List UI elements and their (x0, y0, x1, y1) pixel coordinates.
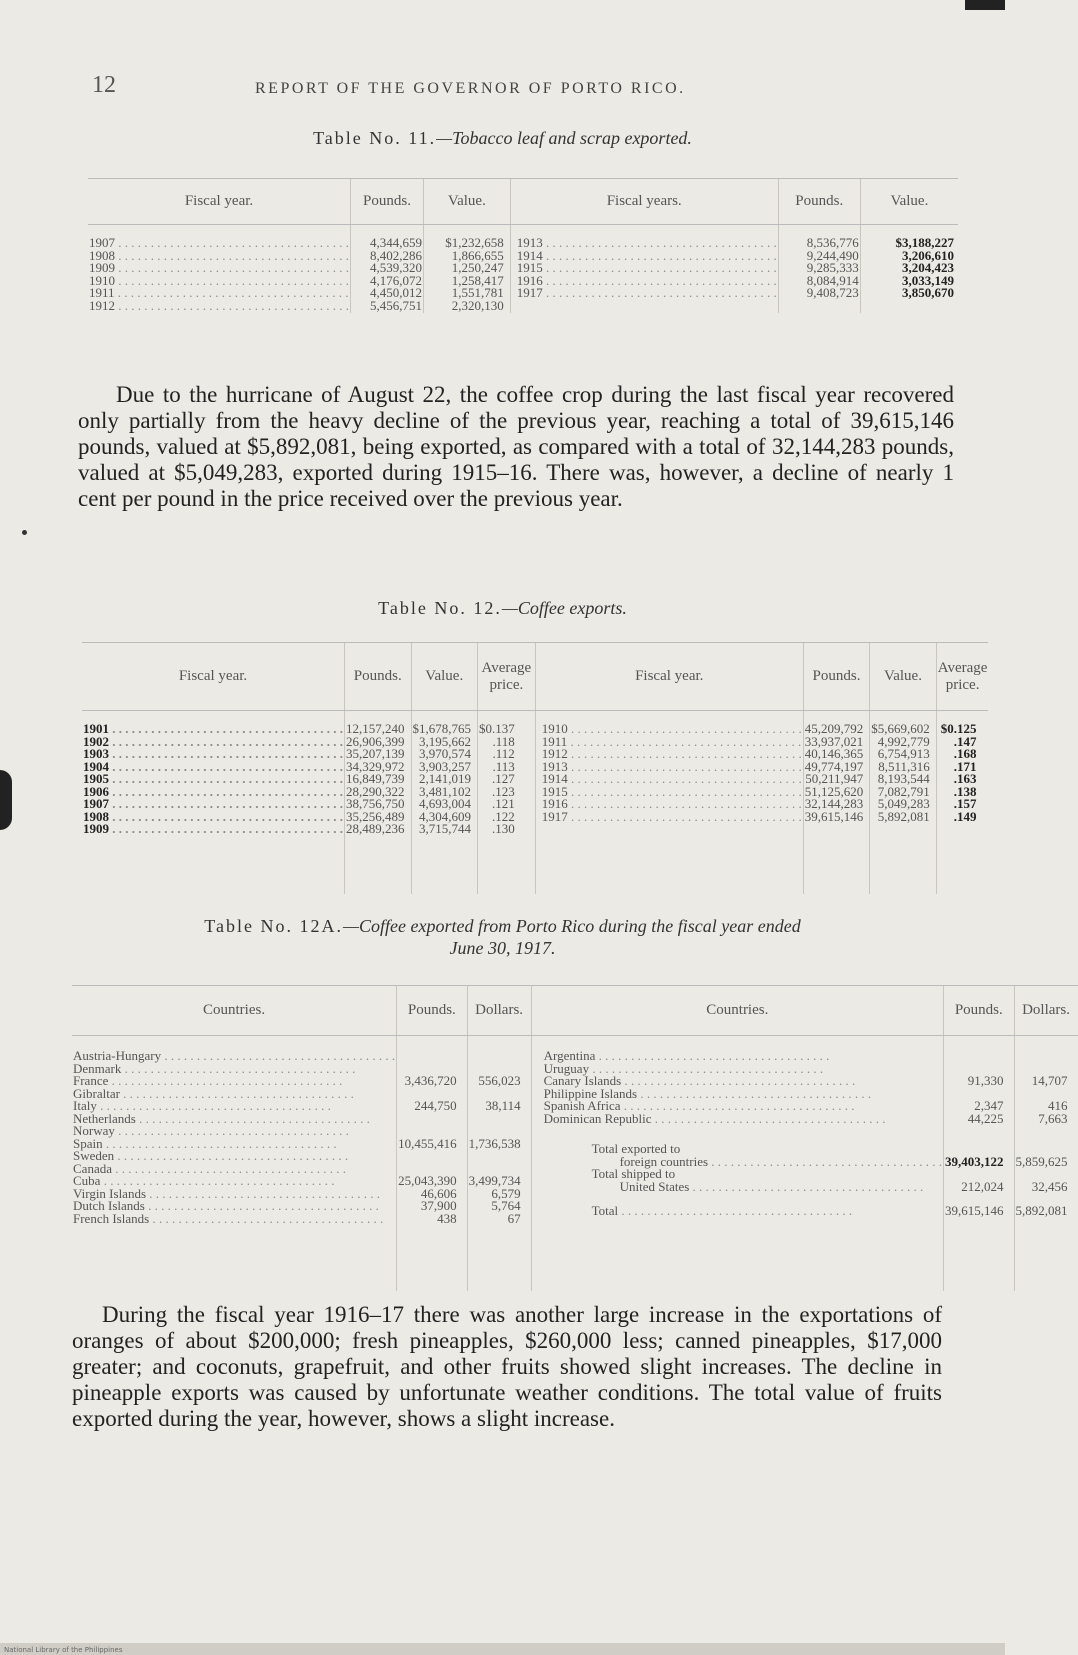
table12-header: Pounds. (345, 643, 412, 711)
table12-cell: 4,992,779 (877, 733, 930, 749)
table12-price-right (936, 711, 988, 895)
table11-cell: 4,176,072 (370, 272, 423, 288)
table12-cell: 49,774,197 (804, 758, 864, 774)
table12-cell: 35,256,489 (346, 808, 405, 824)
table11-pounds-left (351, 225, 424, 314)
table12-cell: .138 (953, 783, 977, 799)
table11-cell: $1,232,658 (445, 235, 504, 250)
table11-year: 1912 . . . (89, 300, 349, 313)
table12a-header: Dollars. (1014, 986, 1078, 1036)
table12-cell: .118 (492, 733, 515, 749)
table12-cell: .127 (492, 771, 515, 786)
table12-year: 1902 . . . (83, 736, 343, 749)
table11-cell: 9,285,333 (806, 260, 859, 275)
table12a-country: Cuba . . . (73, 1175, 395, 1188)
table12-cell: 32,144,283 (804, 796, 864, 811)
table12-year: 1906 . . . (83, 786, 343, 799)
table12a-pounds-left (397, 1036, 468, 1292)
table11-year: 1908 . . . (89, 250, 349, 263)
table12-cell: .168 (953, 746, 977, 761)
table12a-cell: 14,707 (1031, 1073, 1068, 1088)
table12-years-right (535, 711, 803, 895)
table11-header: Value. (424, 179, 511, 225)
table12-header: Fiscal year. (535, 643, 803, 711)
table12-year: 1908 . . . (83, 811, 343, 824)
table12-year: 1904 . . . (83, 761, 343, 774)
table11-header: Value. (860, 179, 958, 225)
table12-value-right (870, 711, 937, 895)
scan-corner-mark (965, 0, 1005, 10)
table11-year: 1913 . . . (517, 237, 777, 250)
page-number: 12 (92, 72, 116, 98)
table12-cell: 5,892,081 (877, 808, 930, 824)
table12-cell: .147 (953, 733, 977, 749)
table12a-country: Sweden . . . (73, 1150, 395, 1163)
table12a-title-date: June 30, 1917. (449, 938, 556, 958)
table12a-country: Philippine Islands . . . (544, 1088, 942, 1101)
table12-cell: 3,195,662 (419, 733, 471, 749)
table11-year: 1909 . . . (89, 262, 349, 275)
table11-cell: 1,250,247 (451, 260, 504, 275)
table12a-countries-left (72, 1036, 397, 1292)
table12a-total-foreign-dollars: 5,859,625 (1015, 1153, 1068, 1169)
table12-cell: .171 (953, 758, 977, 774)
table12-cell: 4,304,609 (419, 808, 471, 824)
table12-cell: 39,615,146 (804, 808, 864, 824)
table11-cell: 4,539,320 (370, 260, 423, 275)
table12-cell: .113 (492, 758, 515, 774)
table12 (82, 642, 988, 894)
table12a-cell: 25,043,390 (398, 1173, 457, 1188)
table12-cell: .157 (953, 796, 977, 811)
scan-footer-strip (0, 1643, 1005, 1655)
table12-cell: .112 (492, 746, 515, 761)
table12-label: Table No. 12. (378, 598, 502, 618)
table12a-country: Dutch Islands . . . (73, 1200, 395, 1213)
table12-year: 1911 . . . (542, 736, 802, 749)
table12a-country: Spanish Africa . . . (544, 1100, 942, 1113)
table11-header: Fiscal years. (510, 179, 778, 225)
table12a-total-pounds: 39,615,146 (945, 1203, 1004, 1218)
table11-year: 1914 . . . (517, 250, 777, 263)
table12-cell: 12,157,240 (346, 721, 405, 736)
footer-credit: National Library of the Philippines (4, 1646, 123, 1654)
table12a-total-us-label: Total shipped to (591, 1166, 676, 1181)
table11-cell: 9,408,723 (806, 285, 859, 300)
table12a-cell: 1,736,538 (468, 1135, 521, 1151)
table12-header: Value. (411, 643, 478, 711)
table11-cell: 1,258,417 (451, 272, 504, 288)
table12a-pounds-right (944, 1036, 1015, 1292)
table12a-country: Argentina . . . (544, 1050, 942, 1063)
table12-year: 1915 . . . (542, 786, 802, 799)
table11-cell: 8,402,286 (370, 247, 423, 263)
table12a-cell (1016, 1050, 1068, 1063)
table12-cell: $5,669,602 (871, 721, 930, 736)
paragraph-fruits: During the fiscal year 1916–17 there was another large increase in the exportations of oranges of about $200,000; fresh pineapples, $260,000 less; canned pineapples, $17,000 greater; and coconuts, grapefruit, and other fruits showed slight increases. The decline in pineapple exports was caused by unfortunate weather conditions. The total value of fruits exported during the year, however, shows a slight increase. (72, 1302, 942, 1431)
table12a-cell: 5,764 (491, 1198, 521, 1213)
table12a-cell (469, 1150, 521, 1163)
table12a-header: Dollars. (467, 986, 531, 1036)
table11-cell: 8,084,914 (806, 272, 859, 288)
table11-year: 1911 . . . (89, 287, 349, 300)
table12-cell: .163 (953, 771, 977, 786)
table12a-countries-right (531, 1036, 943, 1292)
table12a-country: Dominican Republic . . . (544, 1113, 942, 1126)
table12-year: 1905 . . . (83, 773, 343, 786)
table12-year: 1914 . . . (542, 773, 802, 786)
table12a-cell: 3,436,720 (404, 1073, 457, 1088)
table12a-cell (398, 1150, 457, 1163)
table12-cell: 51,125,620 (804, 783, 864, 799)
table11-cell: 3,033,149 (902, 272, 954, 288)
table12-year: 1910 . . . (542, 723, 802, 736)
table12-header: Pounds. (803, 643, 870, 711)
table12a-cell: 416 (1048, 1098, 1068, 1113)
table11-header: Fiscal year. (88, 179, 351, 225)
table12-cell: 50,211,947 (805, 771, 864, 786)
table11-label: Table No. 11. (313, 128, 437, 148)
table12-cell: .123 (492, 783, 515, 799)
table12a-cell (469, 1050, 521, 1063)
paragraph-coffee: Due to the hurricane of August 22, the coffee crop during the last fiscal year recovered only partially from the heavy decline of the previous year, reaching a total of 39,615,146 pounds, valued at $5,892,081, being exported, as compared with a total of 32,144,283 pounds, valued at $5,049,283, exported during 1915–16. There was, however, a decline of nearly 1 cent per pound in the price received over the previous year. (78, 382, 954, 511)
table12a-country: France . . . (73, 1075, 395, 1088)
table11-years-left (88, 225, 351, 314)
table12a-total-foreign-label: foreign countries . . . (544, 1156, 942, 1169)
table12-year: 1917 . . . (542, 811, 802, 824)
table12a-caption (0, 915, 1005, 959)
table12a-total-us-pounds: 212,024 (961, 1178, 1004, 1194)
table12-cell: 4,693,004 (419, 796, 471, 811)
table12a-cell (469, 1113, 521, 1126)
table11-cell: 4,344,659 (370, 235, 423, 250)
table12-cell: 8,511,316 (878, 758, 930, 774)
table12-cell: $1,678,765 (412, 721, 471, 736)
table12a-country: Denmark . . . (73, 1063, 395, 1076)
table12-cell: 3,481,102 (419, 783, 471, 799)
table12a-country: Uruguay . . . (544, 1063, 942, 1076)
table12a-cell (945, 1050, 1004, 1063)
table12a-cell: 67 (507, 1210, 521, 1226)
table12-pounds-right (803, 711, 870, 895)
table12-caption (0, 598, 1005, 619)
table12a-cell: 91,330 (967, 1073, 1004, 1088)
table12a-total-foreign-pounds: 39,403,122 (945, 1153, 1004, 1169)
table11-cell: 3,850,670 (902, 285, 954, 300)
table12a-country: Virgin Islands . . . (73, 1188, 395, 1201)
table12a-cell: 6,579 (491, 1185, 521, 1201)
table12-price-left (478, 711, 536, 895)
table12a-cell: 438 (437, 1210, 457, 1226)
table11 (88, 178, 958, 313)
table12-cell: 28,489,236 (346, 821, 405, 836)
table12a-cell: 7,663 (1038, 1110, 1068, 1126)
scan-edge-mark (0, 770, 12, 830)
table12a-total-us-label: United States . . . (544, 1181, 942, 1194)
table12a-total-dollars: 5,892,081 (1015, 1203, 1068, 1218)
table12-cell: 33,937,021 (804, 733, 864, 749)
table12-title: —Coffee exports. (501, 598, 627, 618)
table12a-country: Gibraltar . . . (73, 1088, 395, 1101)
table12-cell: 35,207,139 (346, 746, 405, 761)
table12-year: 1901 . . . (83, 723, 343, 736)
table12-cell: 45,209,792 (804, 721, 864, 736)
table12-cell: 28,290,322 (346, 783, 405, 799)
scan-speck (22, 530, 27, 535)
table12-year: 1913 . . . (542, 761, 802, 774)
table12-cell: 2,141,019 (419, 771, 471, 786)
table12a-label: Table No. 12A. (204, 916, 343, 936)
table11-year: 1915 . . . (517, 262, 777, 275)
table12a-cell: 3,499,734 (468, 1173, 521, 1188)
table12a-total-label: Total . . . (544, 1205, 942, 1218)
table12a-cell: 37,900 (420, 1198, 457, 1213)
table12-cell: 3,970,574 (419, 746, 471, 761)
table12a (72, 985, 1078, 1291)
table12a-cell (398, 1050, 457, 1063)
table12a-country: French Islands . . . (73, 1213, 395, 1226)
table12-cell: $0.125 (940, 721, 977, 736)
table11-value-right (860, 225, 958, 314)
table12a-dollars-right (1014, 1036, 1078, 1292)
table11-caption (0, 128, 1005, 149)
table11-year: 1916 . . . (517, 275, 777, 288)
table11-year: 1917 . . . (517, 287, 777, 300)
table11-year: 1910 . . . (89, 275, 349, 288)
table11-cell: 2,320,130 (451, 297, 504, 313)
table12-pounds-left (345, 711, 412, 895)
table12-header: Average price. (478, 643, 536, 711)
table12a-cell: 38,114 (485, 1098, 521, 1113)
table12a-header: Pounds. (397, 986, 468, 1036)
table12-cell: $0.137 (479, 721, 515, 736)
table12a-cell: 46,606 (420, 1185, 457, 1201)
table12-cell: 6,754,913 (877, 746, 930, 761)
table12a-total-us-dollars: 32,456 (1031, 1178, 1068, 1194)
table12-year: 1916 . . . (542, 798, 802, 811)
table11-years-right (510, 225, 778, 314)
table11-cell: 1,866,655 (451, 247, 504, 263)
table12-header: Value. (870, 643, 937, 711)
table12a-cell: 2,347 (974, 1098, 1004, 1113)
table12-cell: 8,193,544 (877, 771, 930, 786)
table12-cell: .121 (492, 796, 515, 811)
table12-cell: .149 (953, 808, 977, 824)
table12-cell: 34,329,972 (346, 758, 405, 774)
table11-value-left (424, 225, 511, 314)
table12a-header: Countries. (72, 986, 397, 1036)
running-head: REPORT OF THE GOVERNOR OF PORTO RICO. (255, 80, 686, 97)
table12a-cell: 44,225 (967, 1110, 1004, 1126)
table12a-country: Netherlands . . . (73, 1113, 395, 1126)
table12a-header: Countries. (531, 986, 943, 1036)
table12-years-left (82, 711, 345, 895)
table12-cell: 3,715,744 (419, 821, 471, 836)
table12-cell: 26,906,399 (346, 733, 405, 749)
table11-cell: 1,551,781 (451, 285, 504, 300)
table11-cell: 8,536,776 (806, 235, 859, 250)
table11-cell: 9,244,490 (806, 247, 859, 263)
table12-year: 1907 . . . (83, 798, 343, 811)
table12-header: Average price. (936, 643, 988, 711)
table12a-country: Norway . . . (73, 1125, 395, 1138)
table12-cell: 38,756,750 (346, 796, 405, 811)
table12a-country: Italy . . . (73, 1100, 395, 1113)
table11-cell: 3,206,610 (902, 247, 954, 263)
table11-cell: 3,204,423 (902, 260, 954, 275)
table12-cell: 5,049,283 (877, 796, 930, 811)
table12a-country: Spain . . . (73, 1138, 395, 1151)
table12-year: 1909 . . . (83, 823, 343, 836)
table12-cell: 7,082,791 (877, 783, 930, 799)
table12a-country: Austria-Hungary . . . (73, 1050, 395, 1063)
table12a-cell: 556,023 (478, 1073, 521, 1088)
table12a-cell (398, 1113, 457, 1126)
table12-value-left (411, 711, 478, 895)
table11-header: Pounds. (778, 179, 860, 225)
table12a-country: Canada . . . (73, 1163, 395, 1176)
table11-year: 1907 . . . (89, 237, 349, 250)
table12-header: Fiscal year. (82, 643, 345, 711)
table12-cell: .130 (492, 821, 515, 836)
table12a-cell: 244,750 (414, 1098, 457, 1113)
table11-cell: 5,456,751 (370, 297, 423, 313)
table12-cell: .122 (492, 808, 515, 824)
table12-cell: 16,849,739 (346, 771, 405, 786)
table12a-country: Canary Islands . . . (544, 1075, 942, 1088)
table12-year: 1903 . . . (83, 748, 343, 761)
table11-cell: 4,450,012 (370, 285, 423, 300)
table12-year: 1912 . . . (542, 748, 802, 761)
table12a-header: Pounds. (944, 986, 1015, 1036)
table12a-title: —Coffee exported from Porto Rico during the fiscal year ended (342, 916, 801, 936)
table11-cell: $3,188,227 (895, 235, 954, 250)
table12a-dollars-left (467, 1036, 531, 1292)
table12a-cell: 10,455,416 (398, 1135, 457, 1151)
table11-title: —Tobacco leaf and scrap exported. (436, 128, 692, 148)
table11-header: Pounds. (351, 179, 424, 225)
table12-cell: 40,146,365 (804, 746, 864, 761)
table12-cell: 3,903,257 (419, 758, 471, 774)
table12a-total-foreign-label: Total exported to (591, 1141, 681, 1156)
table11-pounds-right (778, 225, 860, 314)
